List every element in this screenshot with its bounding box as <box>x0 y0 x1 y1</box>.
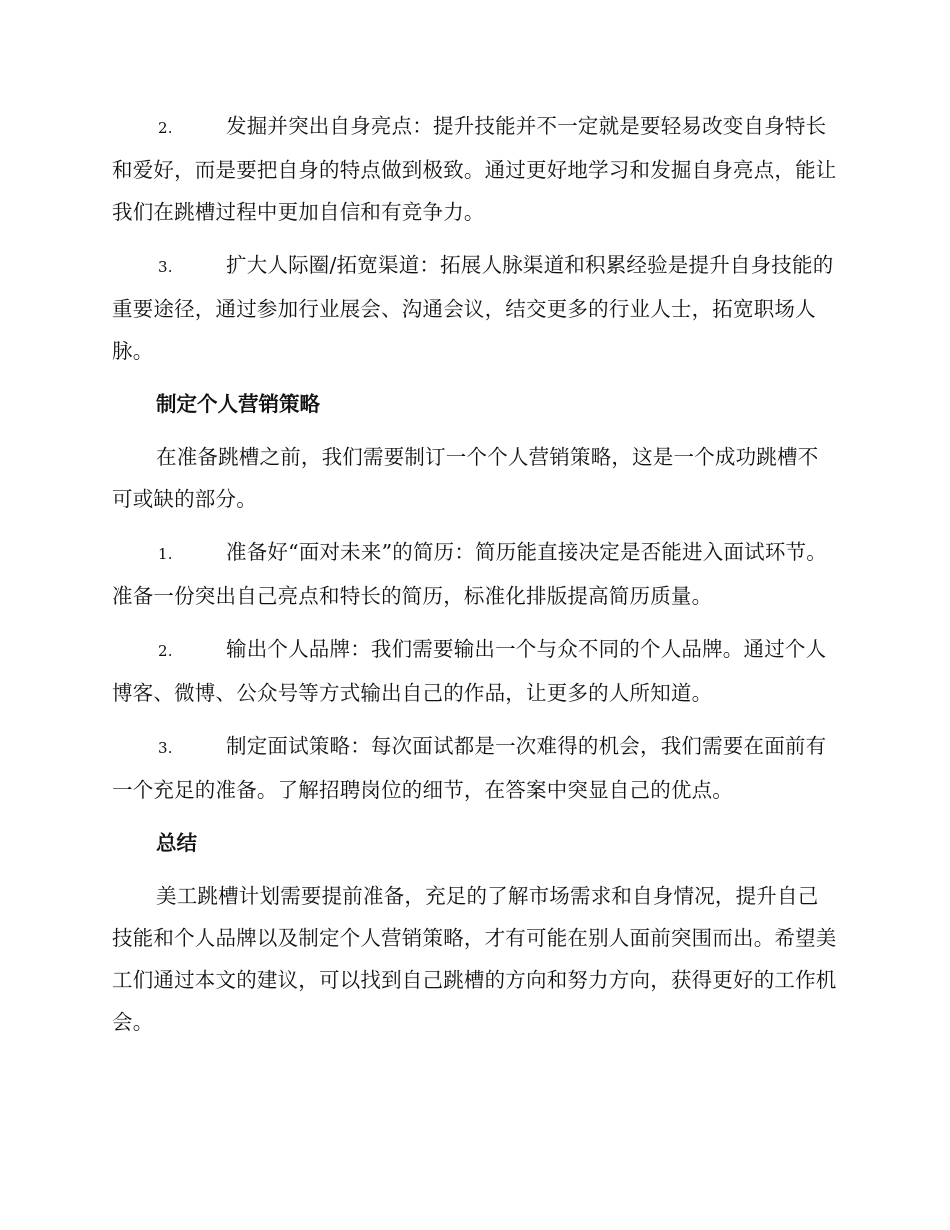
list-item-interview-strategy <box>112 725 838 811</box>
list-item-highlight-strengths <box>112 105 838 233</box>
list-number: 3. <box>158 258 173 276</box>
list-item-text: 扩大人际圈/拓宽渠道：拓展人脉渠道和积累经验是提升自身技能的重要途径，通过参加行业展会、沟通会议，结交更多的行业人士，拓宽职场人脉。 <box>112 253 834 363</box>
section-heading-marketing-strategy: 制定个人营销策略 <box>156 392 320 416</box>
list-item-text: 制定面试策略：每次面试都是一次难得的机会，我们需要在面前有一个充足的准备。了解招聘岗位的细节，在答案中突显自己的优点。 <box>112 734 827 802</box>
list-number: 3. <box>158 739 173 757</box>
list-item-text: 发掘并突出自身亮点：提升技能并不一定就是要轻易改变自身特长和爱好，而是要把自身的特点做到极致。通过更好地学习和发掘自身亮点，能让我们在跳槽过程中更加自信和有竞争力。 <box>112 114 837 224</box>
section-heading-summary: 总结 <box>156 831 197 855</box>
paragraph-marketing-intro: 在准备跳槽之前，我们需要制订一个个人营销策略，这是一个成功跳槽不可或缺的部分。 <box>112 445 819 511</box>
list-number: 2. <box>158 119 173 137</box>
list-number: 1. <box>158 545 173 563</box>
list-item-text: 准备好“面对未来”的简历：简历能直接决定是否能进入面试环节。准备一份突出自己亮点和特长的简历，标准化排版提高简历质量。 <box>112 540 827 608</box>
list-number: 2. <box>158 642 173 660</box>
list-item-resume <box>112 531 838 617</box>
list-item-text: 输出个人品牌：我们需要输出一个与众不同的个人品牌。通过个人博客、微博、公众号等方式输出自己的作品，让更多的人所知道。 <box>112 637 827 705</box>
document-body <box>112 105 838 1054</box>
list-item-personal-brand <box>112 628 838 714</box>
list-item-expand-network <box>112 244 838 372</box>
paragraph-summary: 美工跳槽计划需要提前准备，充足的了解市场需求和自身情况，提升自己技能和个人品牌以及制定个人营销策略，才有可能在别人面前突围而出。希望美工们通过本文的建议，可以找到自己跳槽的方向和努力方向，获得更好的工作机会。 <box>112 884 837 1034</box>
